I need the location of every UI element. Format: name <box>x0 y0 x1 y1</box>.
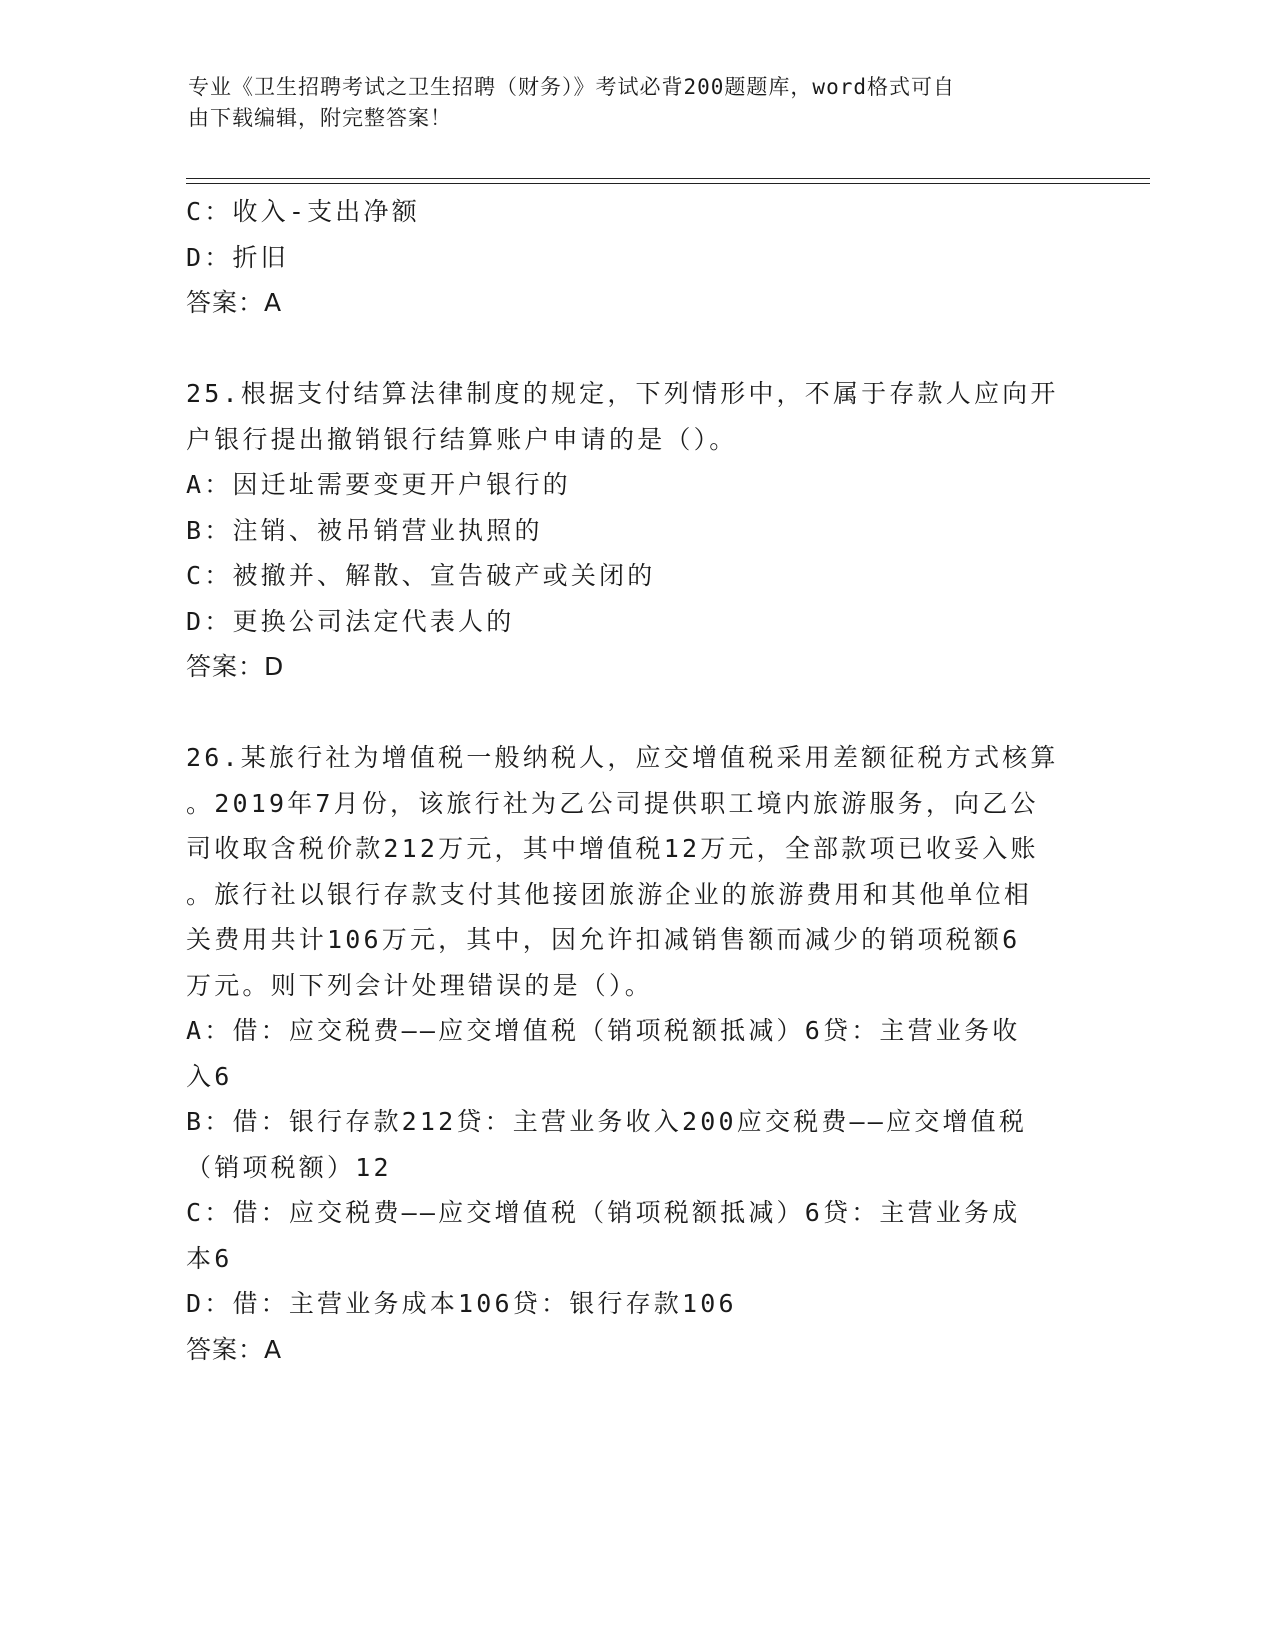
answer-line: 答案：A <box>186 1334 283 1364</box>
answer-line: 答案：A <box>186 288 283 317</box>
header-line: 专业《卫生招聘考试之卫生招聘（财务）》考试必背200题题库，word格式可自 <box>188 75 955 99</box>
question-26 <box>186 735 1066 1372</box>
question-text: 。2019年7月份，该旅行社为乙公司提供职工境内旅游服务，向乙公 <box>186 788 1039 818</box>
document-body <box>186 189 1066 1372</box>
option-d: D：折旧 <box>186 242 289 272</box>
header-divider-thick <box>186 178 1150 179</box>
answer-line: 答案：D <box>186 652 285 681</box>
document-header <box>188 72 1068 134</box>
question-text: 万元。则下列会计处理错误的是（）。 <box>186 970 653 1000</box>
option-c: C：被撤并、解散、宣告破产或关闭的 <box>186 561 656 590</box>
previous-question-tail <box>186 189 1066 326</box>
question-text: 26.某旅行社为增值税一般纳税人，应交增值税采用差额征税方式核算 <box>186 743 1059 772</box>
spacer <box>186 690 1066 736</box>
option-c-continued: 本6 <box>186 1243 233 1273</box>
question-text: 司收取含税价款212万元，其中增值税12万元，全部款项已收妥入账 <box>186 834 1039 863</box>
spacer <box>186 326 1066 372</box>
header-divider-thin <box>186 183 1150 184</box>
option-d: D：更换公司法定代表人的 <box>186 606 515 636</box>
question-text: 户银行提出撤销银行结算账户申请的是（）。 <box>186 424 738 454</box>
question-text: 25.根据支付结算法律制度的规定，下列情形中，不属于存款人应向开 <box>186 379 1059 408</box>
question-text: 关费用共计106万元，其中，因允许扣减销售额而减少的销项税额6 <box>186 925 1021 954</box>
option-b: B：借：银行存款212贷：主营业务收入200应交税费——应交增值税 <box>186 1107 1028 1136</box>
question-25 <box>186 371 1066 690</box>
option-c: C：借：应交税费——应交增值税（销项税额抵减）6贷：主营业务成 <box>186 1198 1021 1227</box>
option-b-continued: （销项税额）12 <box>186 1152 392 1182</box>
option-c: C：收入-支出净额 <box>186 197 420 226</box>
option-a: A：因迁址需要变更开户银行的 <box>186 470 571 499</box>
option-b: B：注销、被吊销营业执照的 <box>186 515 543 545</box>
option-a-continued: 入6 <box>186 1061 233 1091</box>
question-text: 。旅行社以银行存款支付其他接团旅游企业的旅游费用和其他单位相 <box>186 879 1033 909</box>
option-d: D：借：主营业务成本106贷：银行存款106 <box>186 1289 737 1318</box>
header-line: 由下载编辑，附完整答案！ <box>188 106 452 130</box>
option-a: A：借：应交税费——应交增值税（销项税额抵减）6贷：主营业务收 <box>186 1016 1021 1045</box>
